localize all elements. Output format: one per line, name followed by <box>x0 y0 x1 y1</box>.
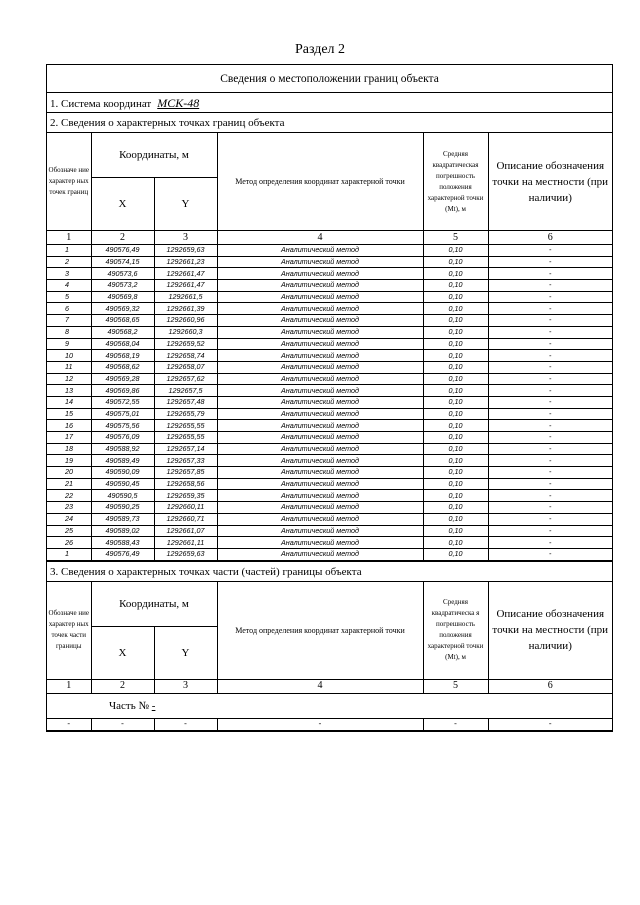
col-number: 3 <box>154 231 217 245</box>
table-row <box>47 396 612 408</box>
mt-value: 0,10 <box>423 385 488 397</box>
method-value: Аналитический метод <box>217 268 423 280</box>
mt-value: 0,10 <box>423 256 488 268</box>
y-value: 1292658,56 <box>154 478 217 490</box>
y-value: 1292661,47 <box>154 280 217 292</box>
mt-value: 0,10 <box>423 280 488 292</box>
y-value: 1292661,5 <box>154 291 217 303</box>
x-value: 490574,15 <box>91 256 154 268</box>
description-value: - <box>488 525 612 537</box>
x-value: 490588,92 <box>91 443 154 455</box>
method-value: Аналитический метод <box>217 537 423 549</box>
method-value: Аналитический метод <box>217 490 423 502</box>
table-row <box>47 245 612 257</box>
description-value: - <box>488 385 612 397</box>
method-value: Аналитический метод <box>217 256 423 268</box>
description-value: - <box>488 338 612 350</box>
y-value: 1292655,79 <box>154 408 217 420</box>
section3-table <box>47 582 612 731</box>
y-value: 1292657,85 <box>154 467 217 479</box>
part-data-row <box>47 718 612 730</box>
description-value: - <box>488 455 612 467</box>
mt-value: 0,10 <box>423 478 488 490</box>
x-value: 490573,2 <box>91 280 154 292</box>
part-cell: - <box>423 718 488 730</box>
description-value: - <box>488 432 612 444</box>
y-value: 1292657,5 <box>154 385 217 397</box>
col-number: 4 <box>217 679 423 693</box>
mt-value: 0,10 <box>423 373 488 385</box>
point-number: 13 <box>47 385 91 397</box>
section2-table-wrap <box>47 133 612 562</box>
point-number: 8 <box>47 326 91 338</box>
table-row <box>47 291 612 303</box>
description-value: - <box>488 537 612 549</box>
x-value: 490576,49 <box>91 245 154 257</box>
col-number: 2 <box>91 231 154 245</box>
mt-value: 0,10 <box>423 420 488 432</box>
x-value: 490589,73 <box>91 513 154 525</box>
method-value: Аналитический метод <box>217 525 423 537</box>
y-value: 1292657,48 <box>154 396 217 408</box>
header-method: Метод определения координат характерной точки <box>217 582 423 680</box>
description-value: - <box>488 490 612 502</box>
point-number: 3 <box>47 268 91 280</box>
y-value: 1292657,14 <box>154 443 217 455</box>
point-number: 19 <box>47 455 91 467</box>
table-row <box>47 338 612 350</box>
table-row <box>47 455 612 467</box>
mt-value: 0,10 <box>423 455 488 467</box>
method-value: Аналитический метод <box>217 548 423 560</box>
header-error: Средняя квадратическа я погрешность положения характерной точки (Mt), м <box>423 582 488 680</box>
col-number: 1 <box>47 231 91 245</box>
col-number: 2 <box>91 679 154 693</box>
section3-title: 3. Сведения о характерных точках части (частей) границы объекта <box>47 562 612 582</box>
description-value: - <box>488 268 612 280</box>
table-row <box>47 315 612 327</box>
point-number: 12 <box>47 373 91 385</box>
point-number: 5 <box>47 291 91 303</box>
table-row <box>47 326 612 338</box>
table-row <box>47 443 612 455</box>
point-number: 17 <box>47 432 91 444</box>
y-value: 1292660,11 <box>154 502 217 514</box>
y-value: 1292658,07 <box>154 361 217 373</box>
point-number: 22 <box>47 490 91 502</box>
table-row <box>47 408 612 420</box>
method-value: Аналитический метод <box>217 315 423 327</box>
x-value: 490575,56 <box>91 420 154 432</box>
coord-system-row <box>47 93 612 113</box>
x-value: 490568,2 <box>91 326 154 338</box>
mt-value: 0,10 <box>423 268 488 280</box>
header-coords: Координаты, м <box>91 582 217 627</box>
mt-value: 0,10 <box>423 490 488 502</box>
description-value: - <box>488 303 612 315</box>
point-number: 4 <box>47 280 91 292</box>
part-cell: - <box>217 718 423 730</box>
method-value: Аналитический метод <box>217 291 423 303</box>
mt-value: 0,10 <box>423 513 488 525</box>
table-row <box>47 502 612 514</box>
mt-value: 0,10 <box>423 326 488 338</box>
col-number: 5 <box>423 679 488 693</box>
description-value: - <box>488 280 612 292</box>
table-row <box>47 548 612 560</box>
method-value: Аналитический метод <box>217 361 423 373</box>
y-value: 1292661,47 <box>154 268 217 280</box>
coord-system-label: 1. Система координат <box>50 98 152 110</box>
point-number: 25 <box>47 525 91 537</box>
x-value: 490569,8 <box>91 291 154 303</box>
x-value: 490568,04 <box>91 338 154 350</box>
col-number: 6 <box>488 679 612 693</box>
table-row <box>47 268 612 280</box>
table-row <box>47 513 612 525</box>
description-value: - <box>488 478 612 490</box>
table-row <box>47 537 612 549</box>
method-value: Аналитический метод <box>217 326 423 338</box>
x-value: 490569,28 <box>91 373 154 385</box>
mt-value: 0,10 <box>423 361 488 373</box>
header-coords: Координаты, м <box>91 133 217 178</box>
y-value: 1292661,07 <box>154 525 217 537</box>
x-value: 490568,19 <box>91 350 154 362</box>
point-number: 1 <box>47 548 91 560</box>
method-value: Аналитический метод <box>217 385 423 397</box>
table-row <box>47 490 612 502</box>
y-value: 1292659,35 <box>154 490 217 502</box>
x-value: 490576,49 <box>91 548 154 560</box>
header-description: Описание обозначения точки на местности (при наличии) <box>488 582 612 680</box>
doc-header: Сведения о местоположении границ объекта <box>47 65 612 93</box>
point-number: 26 <box>47 537 91 549</box>
x-value: 490590,5 <box>91 490 154 502</box>
point-number: 23 <box>47 502 91 514</box>
y-value: 1292660,3 <box>154 326 217 338</box>
mt-value: 0,10 <box>423 350 488 362</box>
description-value: - <box>488 350 612 362</box>
x-value: 490589,49 <box>91 455 154 467</box>
point-number: 24 <box>47 513 91 525</box>
y-value: 1292659,52 <box>154 338 217 350</box>
y-value: 1292660,96 <box>154 315 217 327</box>
mt-value: 0,10 <box>423 396 488 408</box>
col-number: 6 <box>488 231 612 245</box>
y-value: 1292661,39 <box>154 303 217 315</box>
x-value: 490590,09 <box>91 467 154 479</box>
description-value: - <box>488 467 612 479</box>
mt-value: 0,10 <box>423 315 488 327</box>
table-row <box>47 467 612 479</box>
mt-value: 0,10 <box>423 502 488 514</box>
part-cell: - <box>154 718 217 730</box>
x-value: 490576,09 <box>91 432 154 444</box>
header-x: X <box>91 178 154 231</box>
mt-value: 0,10 <box>423 291 488 303</box>
mt-value: 0,10 <box>423 525 488 537</box>
mt-value: 0,10 <box>423 443 488 455</box>
header-point-label: Обозначе ние характер ных точек части границы <box>47 582 91 680</box>
table-row <box>47 373 612 385</box>
y-value: 1292659,63 <box>154 548 217 560</box>
x-value: 490590,45 <box>91 478 154 490</box>
part-cell: - <box>91 718 154 730</box>
section2-table <box>47 133 612 561</box>
col-number: 3 <box>154 679 217 693</box>
section2-title: 2. Сведения о характерных точках границ объекта <box>47 113 612 133</box>
method-value: Аналитический метод <box>217 455 423 467</box>
description-value: - <box>488 443 612 455</box>
method-value: Аналитический метод <box>217 467 423 479</box>
point-number: 6 <box>47 303 91 315</box>
y-value: 1292661,23 <box>154 256 217 268</box>
mt-value: 0,10 <box>423 432 488 444</box>
y-value: 1292660,71 <box>154 513 217 525</box>
y-value: 1292661,11 <box>154 537 217 549</box>
mt-value: 0,10 <box>423 303 488 315</box>
mt-value: 0,10 <box>423 338 488 350</box>
table-row <box>47 525 612 537</box>
part-value: - <box>151 699 156 712</box>
description-value: - <box>488 420 612 432</box>
x-value: 490569,86 <box>91 385 154 397</box>
header-method: Метод определения координат характерной точки <box>217 133 423 231</box>
mt-value: 0,10 <box>423 245 488 257</box>
point-number: 14 <box>47 396 91 408</box>
mt-value: 0,10 <box>423 537 488 549</box>
description-value: - <box>488 408 612 420</box>
table-row <box>47 256 612 268</box>
point-number: 16 <box>47 420 91 432</box>
mt-value: 0,10 <box>423 548 488 560</box>
part-label-row <box>47 693 612 718</box>
description-value: - <box>488 291 612 303</box>
method-value: Аналитический метод <box>217 350 423 362</box>
x-value: 490568,62 <box>91 361 154 373</box>
method-value: Аналитический метод <box>217 432 423 444</box>
description-value: - <box>488 513 612 525</box>
method-value: Аналитический метод <box>217 420 423 432</box>
method-value: Аналитический метод <box>217 338 423 350</box>
method-value: Аналитический метод <box>217 396 423 408</box>
header-x: X <box>91 626 154 679</box>
point-number: 20 <box>47 467 91 479</box>
x-value: 490569,32 <box>91 303 154 315</box>
point-number: 15 <box>47 408 91 420</box>
header-error: Средняя квадратическая погрешность положения характерной точки (Mt), м <box>423 133 488 231</box>
description-value: - <box>488 373 612 385</box>
x-value: 490568,65 <box>91 315 154 327</box>
header-y: Y <box>154 626 217 679</box>
x-value: 490588,43 <box>91 537 154 549</box>
description-value: - <box>488 502 612 514</box>
table-row <box>47 303 612 315</box>
description-value: - <box>488 256 612 268</box>
method-value: Аналитический метод <box>217 408 423 420</box>
table-row <box>47 478 612 490</box>
table-row <box>47 361 612 373</box>
method-value: Аналитический метод <box>217 303 423 315</box>
description-value: - <box>488 396 612 408</box>
x-value: 490589,02 <box>91 525 154 537</box>
description-value: - <box>488 548 612 560</box>
description-value: - <box>488 326 612 338</box>
y-value: 1292657,33 <box>154 455 217 467</box>
point-number: 10 <box>47 350 91 362</box>
x-value: 490572,55 <box>91 396 154 408</box>
method-value: Аналитический метод <box>217 373 423 385</box>
mt-value: 0,10 <box>423 467 488 479</box>
y-value: 1292655,55 <box>154 432 217 444</box>
point-number: 11 <box>47 361 91 373</box>
points-body <box>47 245 612 561</box>
header-y: Y <box>154 178 217 231</box>
part-cell: - <box>488 718 612 730</box>
y-value: 1292655,55 <box>154 420 217 432</box>
point-number: 2 <box>47 256 91 268</box>
method-value: Аналитический метод <box>217 513 423 525</box>
point-number: 1 <box>47 245 91 257</box>
x-value: 490573,6 <box>91 268 154 280</box>
header-point-label: Обозначе ние характер ных точек границ <box>47 133 91 231</box>
method-value: Аналитический метод <box>217 502 423 514</box>
point-number: 18 <box>47 443 91 455</box>
table-row <box>47 385 612 397</box>
part-cell: - <box>47 718 91 730</box>
point-number: 21 <box>47 478 91 490</box>
description-value: - <box>488 361 612 373</box>
col-number: 1 <box>47 679 91 693</box>
table-row <box>47 420 612 432</box>
x-value: 490575,01 <box>91 408 154 420</box>
page-title: Раздел 2 <box>294 42 346 57</box>
y-value: 1292658,74 <box>154 350 217 362</box>
column-numbers-row <box>47 679 612 693</box>
table-row <box>47 350 612 362</box>
column-numbers-row <box>47 231 612 245</box>
boundary-form <box>46 64 613 732</box>
header-description: Описание обозначения точки на местности (при наличии) <box>488 133 612 231</box>
col-number: 4 <box>217 231 423 245</box>
description-value: - <box>488 315 612 327</box>
method-value: Аналитический метод <box>217 478 423 490</box>
mt-value: 0,10 <box>423 408 488 420</box>
table-row <box>47 432 612 444</box>
method-value: Аналитический метод <box>217 280 423 292</box>
point-number: 7 <box>47 315 91 327</box>
method-value: Аналитический метод <box>217 245 423 257</box>
description-value: - <box>488 245 612 257</box>
col-number: 5 <box>423 231 488 245</box>
method-value: Аналитический метод <box>217 443 423 455</box>
coord-system-value: МСК-48 <box>157 96 200 110</box>
x-value: 490590,25 <box>91 502 154 514</box>
point-number: 9 <box>47 338 91 350</box>
table-row <box>47 280 612 292</box>
part-label: Часть № <box>109 699 149 712</box>
y-value: 1292657,62 <box>154 373 217 385</box>
y-value: 1292659,63 <box>154 245 217 257</box>
